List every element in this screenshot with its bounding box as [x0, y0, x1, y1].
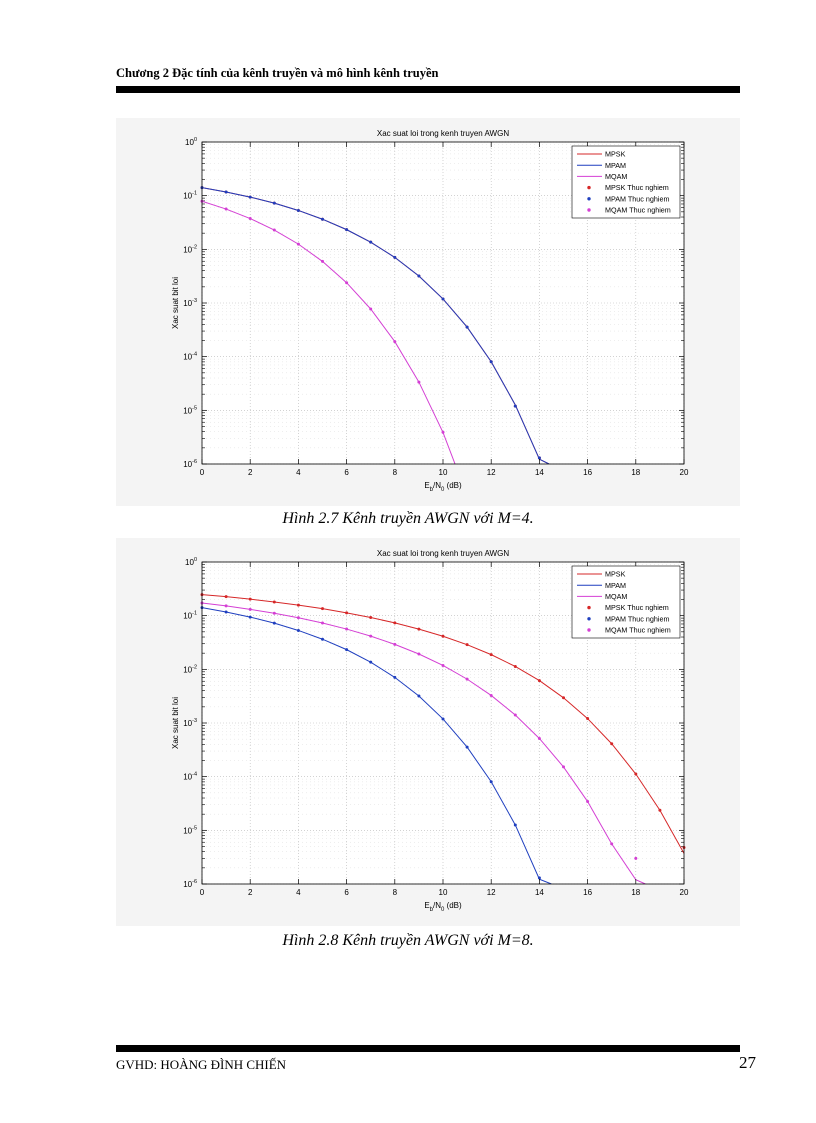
y-tick-label: $10^{-1}$	[183, 190, 197, 201]
legend-label: MQAM	[605, 592, 628, 601]
y-tick-label: $10^{-6}$	[183, 879, 197, 889]
x-tick-label: 2	[247, 468, 253, 477]
data-point	[634, 773, 637, 776]
legend-marker-swatch	[587, 208, 590, 211]
advisor-name: GVHD: HOÀNG ĐÌNH CHIẾN	[116, 1057, 287, 1072]
y-tick-label: $10^{-4}$	[183, 771, 197, 782]
figure-2-8	[116, 538, 740, 926]
x-tick-label: 16	[583, 888, 593, 897]
y-tick-label: $10^{-5}$	[183, 825, 197, 836]
legend-label: MQAM Thuc nghiem	[605, 625, 671, 635]
data-point	[393, 621, 396, 624]
data-point	[249, 217, 252, 220]
legend-marker-swatch	[587, 628, 590, 631]
data-point	[490, 780, 493, 783]
data-point	[345, 281, 348, 284]
data-point	[297, 604, 300, 607]
y-tick-label: $10^0$	[185, 557, 197, 567]
x-tick-label: 8	[392, 468, 398, 477]
y-axis-label: Xac suat bit loi	[171, 696, 180, 750]
y-tick-label: $10^{-3}$	[183, 718, 197, 728]
data-point	[249, 608, 252, 611]
data-point	[658, 809, 661, 812]
legend-label: MQAM	[605, 172, 628, 181]
data-point	[369, 635, 372, 638]
data-point	[514, 665, 517, 668]
x-tick-label: 2	[247, 888, 253, 897]
data-point	[393, 643, 396, 646]
data-point	[538, 456, 541, 459]
data-point	[538, 737, 541, 740]
legend-marker-swatch	[587, 617, 590, 620]
data-point	[417, 653, 420, 656]
data-point	[586, 717, 589, 720]
legend-label: MPSK Thuc nghiem	[605, 603, 669, 613]
data-point	[273, 229, 276, 232]
x-tick-label: 14	[534, 468, 544, 477]
legend-label: MQAM Thuc nghiem	[605, 205, 671, 215]
data-point	[225, 191, 228, 194]
x-tick-label: 14	[534, 888, 544, 897]
data-point	[490, 653, 493, 656]
data-point	[610, 742, 613, 745]
data-point	[442, 717, 445, 720]
data-point	[562, 696, 565, 699]
legend-label: MPAM Thuc nghiem	[605, 194, 670, 204]
x-tick-label: 4	[296, 468, 301, 477]
data-point	[514, 405, 517, 408]
data-point	[297, 629, 300, 632]
y-tick-label: $10^{-1}$	[183, 610, 197, 621]
y-tick-label: $10^{-6}$	[183, 459, 197, 469]
figure-caption-2-8: Hình 2.8 Kênh truyền AWGN với M=8.	[282, 932, 534, 949]
x-tick-label: 20	[679, 468, 689, 477]
data-point	[466, 678, 469, 681]
y-tick-label: $10^0$	[185, 137, 197, 147]
chart-title: Xac suat loi trong kenh truyen AWGN	[376, 549, 510, 558]
data-point	[417, 274, 420, 277]
page-number: 27	[739, 1053, 756, 1072]
data-point	[321, 218, 324, 221]
data-point	[249, 616, 252, 619]
figure-2-7	[116, 118, 740, 506]
data-point	[393, 256, 396, 259]
data-point	[321, 607, 324, 610]
legend-marker-swatch	[587, 606, 590, 609]
data-point	[442, 431, 445, 434]
data-point	[249, 598, 252, 601]
x-tick-label: 12	[486, 468, 496, 477]
y-tick-label: $10^{-2}$	[183, 244, 197, 255]
y-tick-label: $10^{-5}$	[183, 405, 197, 416]
data-point	[514, 713, 517, 716]
data-point	[466, 746, 469, 749]
data-point	[538, 679, 541, 682]
x-tick-label: 20	[679, 888, 689, 897]
data-point	[442, 635, 445, 638]
data-point	[345, 628, 348, 631]
data-point	[369, 661, 372, 664]
data-point	[466, 643, 469, 646]
data-point	[610, 842, 613, 845]
x-tick-label: 6	[344, 468, 349, 477]
ber-chart-m4	[116, 118, 740, 506]
figure-caption-2-7: Hình 2.7 Kênh truyền AWGN với M=4.	[282, 510, 534, 527]
legend-label: MPAM Thuc nghiem	[605, 614, 670, 624]
data-point	[297, 243, 300, 246]
y-tick-label: $10^{-4}$	[183, 351, 197, 362]
x-tick-label: 0	[199, 888, 205, 897]
data-point	[538, 876, 541, 879]
data-point	[490, 360, 493, 363]
data-point	[297, 209, 300, 212]
data-point	[417, 381, 420, 384]
data-point	[345, 228, 348, 231]
data-point	[417, 628, 420, 631]
x-tick-label: 0	[199, 468, 205, 477]
data-point	[225, 595, 228, 598]
x-axis-label: $E_b/N_0$ (dB)	[424, 481, 462, 493]
x-tick-label: 10	[438, 468, 448, 477]
x-tick-label: 10	[438, 888, 448, 897]
x-tick-label: 16	[583, 468, 593, 477]
data-point	[225, 604, 228, 607]
legend-label: MPSK	[605, 569, 626, 579]
data-point	[490, 694, 493, 697]
data-point	[634, 857, 637, 860]
data-point	[417, 694, 420, 697]
data-point	[393, 676, 396, 679]
data-point	[369, 308, 372, 311]
data-point	[345, 611, 348, 614]
data-point	[249, 196, 252, 199]
chapter-title: Chương 2 Đặc tính của kênh truyền và mô hình kênh truyền	[116, 66, 439, 80]
data-point	[273, 202, 276, 205]
data-point	[514, 823, 517, 826]
data-point	[369, 616, 372, 619]
ber-chart-m8	[116, 538, 740, 926]
x-tick-label: 18	[631, 468, 641, 477]
x-tick-label: 4	[296, 888, 301, 897]
legend-label: MPAM	[605, 160, 627, 170]
chart-title: Xac suat loi trong kenh truyen AWGN	[376, 129, 510, 138]
x-tick-label: 6	[344, 888, 349, 897]
data-point	[442, 297, 445, 300]
data-point	[466, 326, 469, 329]
x-axis-label: $E_b/N_0$ (dB)	[424, 901, 462, 913]
data-point	[225, 208, 228, 211]
data-point	[273, 612, 276, 615]
y-axis-label: Xac suat bit loi	[171, 276, 180, 330]
header-rule	[116, 86, 740, 93]
data-point	[297, 616, 300, 619]
legend-marker-swatch	[587, 197, 590, 200]
data-point	[345, 648, 348, 651]
y-tick-label: $10^{-2}$	[183, 664, 197, 675]
x-tick-label: 8	[392, 888, 398, 897]
footer-rule	[116, 1045, 740, 1052]
x-tick-label: 18	[631, 888, 641, 897]
data-point	[321, 638, 324, 641]
data-point	[369, 241, 372, 244]
data-point	[393, 340, 396, 343]
data-point	[273, 622, 276, 625]
data-point	[562, 765, 565, 768]
legend-label: MPSK Thuc nghiem	[605, 183, 669, 193]
legend-label: MPSK	[605, 149, 626, 159]
data-point	[442, 664, 445, 667]
legend-marker-swatch	[587, 186, 590, 189]
y-tick-label: $10^{-3}$	[183, 298, 197, 308]
data-point	[321, 260, 324, 263]
x-tick-label: 12	[486, 888, 496, 897]
data-point	[225, 611, 228, 614]
data-point	[321, 622, 324, 625]
data-point	[273, 600, 276, 603]
legend-label: MPAM	[605, 580, 627, 590]
data-point	[586, 800, 589, 803]
